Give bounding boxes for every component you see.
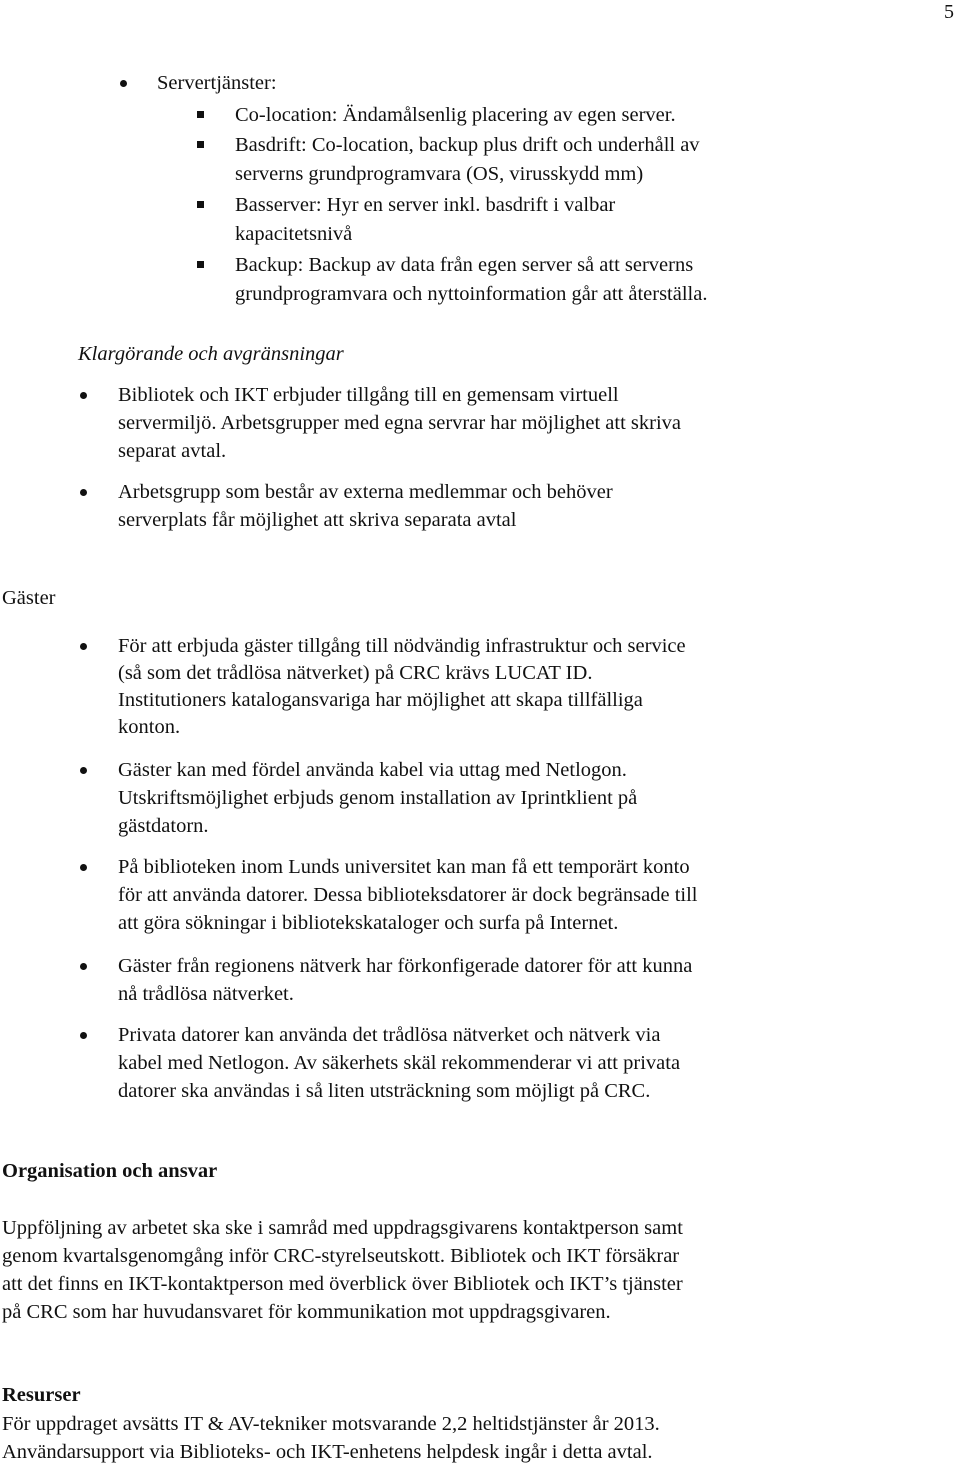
gaster-item-line: för att använda datorer. Dessa biblioteksdatorer är dock begränsade till (118, 884, 698, 906)
gaster-item-line: (så som det trådlösa nätverket) på CRC krävs LUCAT ID. (118, 662, 593, 684)
servertjanster-item-line: Backup: Backup av data från egen server så att serverns (235, 254, 694, 276)
klargorande-item-line: serverplats får möjlighet att skriva separata avtal (118, 509, 517, 531)
klargorande-item-line: separat avtal. (118, 440, 227, 462)
bullet-disc-icon (80, 1032, 87, 1039)
organisation-paragraph-line: att det finns en IKT-kontaktperson med överblick över Bibliotek och IKT’s tjänster (2, 1273, 683, 1295)
klargorande-item-line: Arbetsgrupp som består av externa medlemmar och behöver (118, 481, 613, 503)
gaster-item-line: konton. (118, 716, 181, 738)
klargorande-item-line: servermiljö. Arbetsgrupper med egna servrar har möjlighet att skriva (118, 412, 681, 434)
klargorande-item-line: Bibliotek och IKT erbjuder tillgång till en gemensam virtuell (118, 384, 619, 406)
resurser-heading: Resurser (2, 1384, 81, 1406)
organisation-paragraph-line: på CRC som har huvudansvaret för kommunikation mot uppdragsgivaren. (2, 1301, 611, 1323)
bullet-square-icon (197, 111, 204, 118)
gaster-item-line: kabel med Netlogon. Av säkerhets skäl rekommenderar vi att privata (118, 1052, 681, 1074)
servertjanster-item-line: Basserver: Hyr en server inkl. basdrift i valbar (235, 194, 616, 216)
gaster-item-line: Gäster kan med fördel använda kabel via uttag med Netlogon. (118, 759, 627, 781)
gaster-heading: Gäster (2, 587, 56, 609)
gaster-item-line: Gäster från regionens nätverk har förkonfigerade datorer för att kunna (118, 955, 693, 977)
gaster-item-line: Institutioners katalogansvariga har möjlighet att skapa tillfälliga (118, 689, 643, 711)
gaster-item-line: Utskriftsmöjlighet erbjuds genom installation av Iprintklient på (118, 787, 638, 809)
bullet-disc-icon (80, 963, 87, 970)
bullet-disc-icon (80, 864, 87, 871)
gaster-item-line: gästdatorn. (118, 815, 209, 837)
organisation-paragraph-line: genom kvartalsgenomgång inför CRC-styrelseutskott. Bibliotek och IKT försäkrar (2, 1245, 680, 1267)
bullet-disc-icon (80, 767, 87, 774)
servertjanster-item-line: kapacitetsnivå (235, 223, 353, 245)
resurser-paragraph-line: För uppdraget avsätts IT & AV-tekniker motsvarande 2,2 heltidstjänster år 2013. (2, 1413, 660, 1435)
servertjanster-item-line: grundprogramvara och nyttoinformation går att återställa. (235, 283, 708, 305)
gaster-item-line: att göra sökningar i bibliotekskataloger och surfa på Internet. (118, 912, 619, 934)
gaster-item-line: datorer ska användas i så liten utsträckning som möjligt på CRC. (118, 1080, 651, 1102)
servertjanster-item-line: serverns grundprogramvara (OS, virusskydd mm) (235, 163, 644, 185)
bullet-square-icon (197, 261, 204, 268)
bullet-square-icon (197, 201, 204, 208)
servertjanster-label: Servertjänster: (157, 72, 277, 94)
resurser-paragraph-line: Användarsupport via Biblioteks- och IKT-enhetens helpdesk ingår i detta avtal. (2, 1441, 653, 1463)
gaster-item-line: nå trådlösa nätverket. (118, 983, 294, 1005)
bullet-disc-icon (80, 489, 87, 496)
servertjanster-item-line: Basdrift: Co-location, backup plus drift och underhåll av (235, 134, 700, 156)
bullet-disc-icon (80, 392, 87, 399)
servertjanster-item-line: Co-location: Ändamålsenlig placering av egen server. (235, 104, 676, 126)
bullet-square-icon (197, 141, 204, 148)
gaster-item-line: För att erbjuda gäster tillgång till nödvändig infrastruktur och service (118, 635, 686, 657)
klargorande-heading: Klargörande och avgränsningar (78, 343, 344, 365)
page-number: 5 (944, 1, 954, 23)
bullet-disc-icon (120, 80, 127, 87)
organisation-heading: Organisation och ansvar (2, 1160, 218, 1182)
gaster-item-line: På biblioteken inom Lunds universitet kan man få ett temporärt konto (118, 856, 690, 878)
organisation-paragraph-line: Uppföljning av arbetet ska ske i samråd med uppdragsgivarens kontaktperson samt (2, 1217, 683, 1239)
gaster-item-line: Privata datorer kan använda det trådlösa nätverket och nätverk via (118, 1024, 661, 1046)
bullet-disc-icon (80, 643, 87, 650)
